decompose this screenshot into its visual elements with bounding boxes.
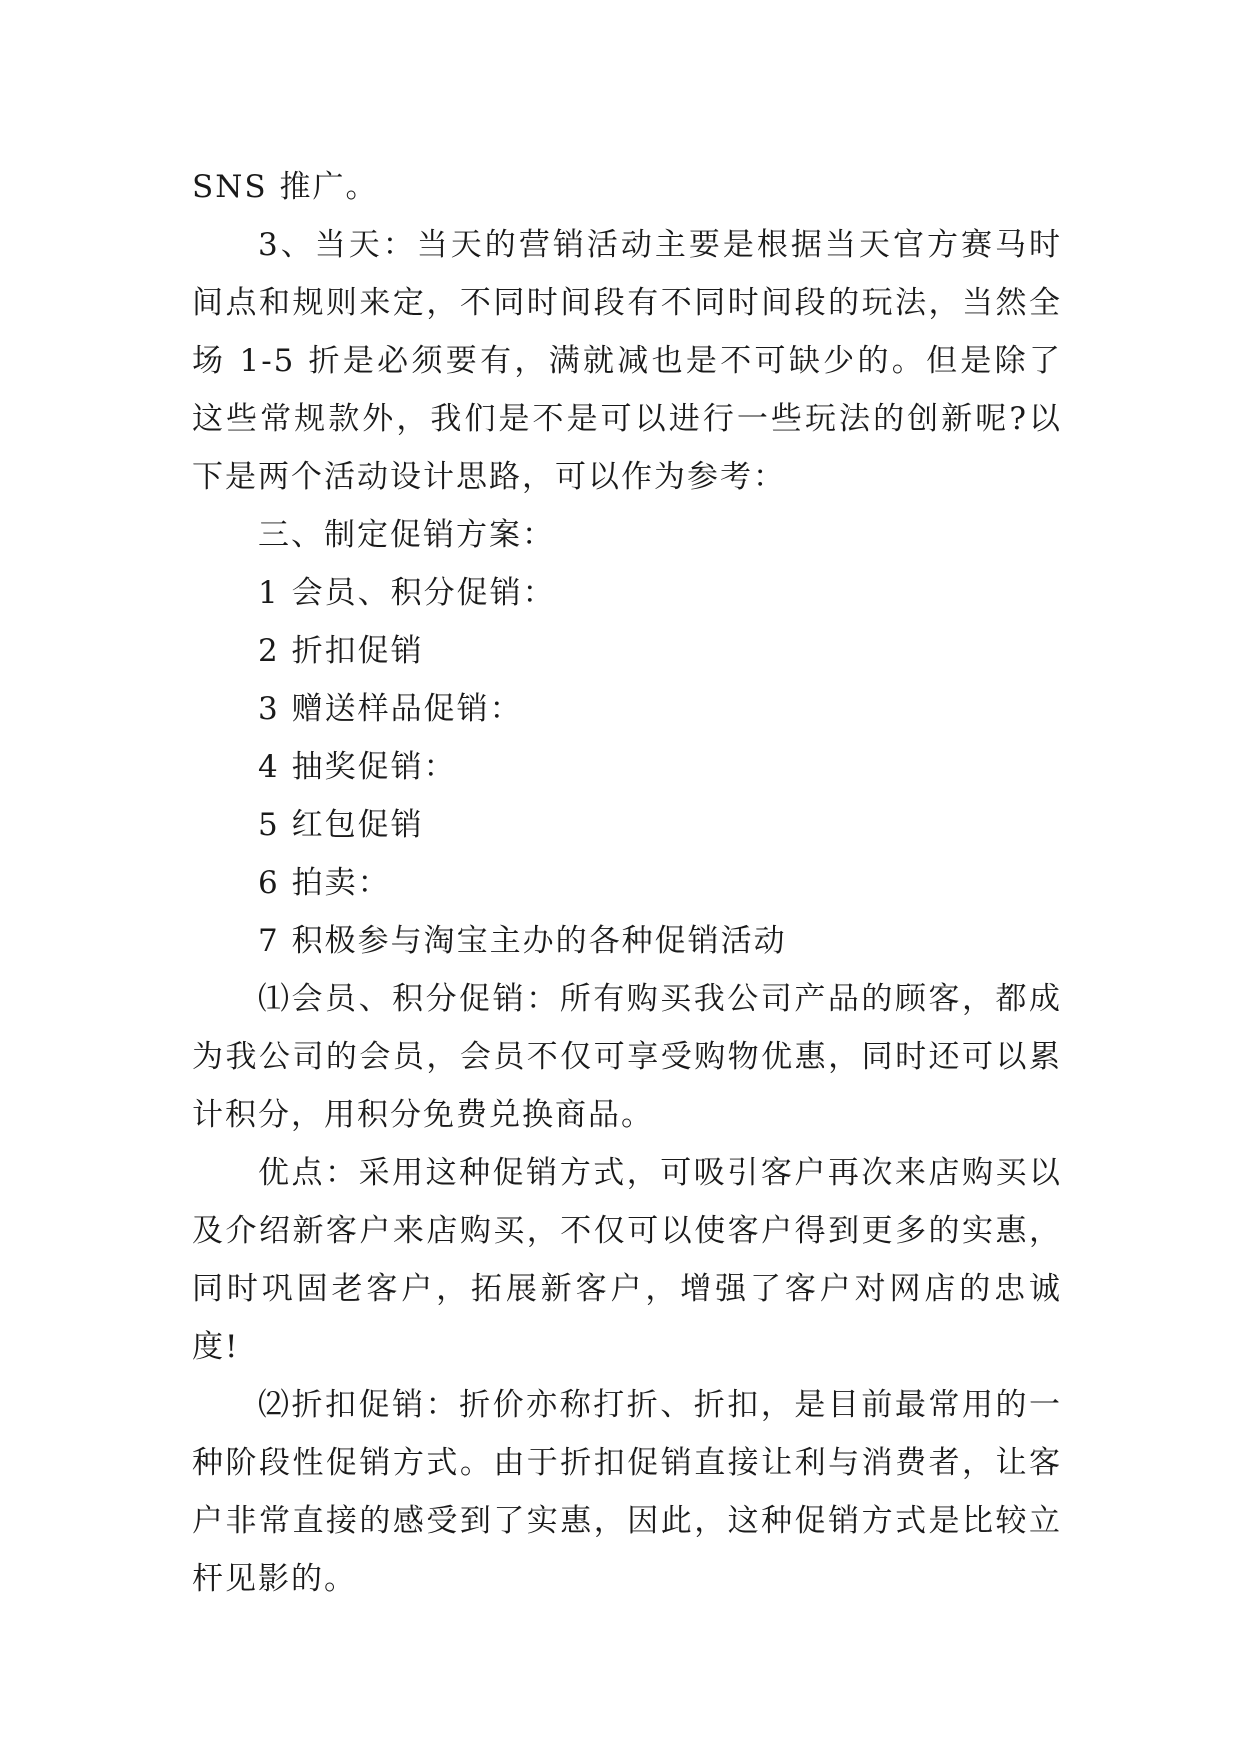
paragraph-same-day: 3、当天：当天的营销活动主要是根据当天官方赛马时间点和规则来定，不同时间段有不同时间段的玩法，当然全场 1-5 折是必须要有，满就减也是不可缺少的。但是除了这些常规款外，我们是不是可以进行一些玩法的创新呢?以下是两个活动设计思路，可以作为参考： — [192, 227, 1062, 495]
list-item: 4 抽奖促销： — [258, 749, 457, 785]
list-item: 2 折扣促销 — [258, 633, 424, 669]
list-item: 5 红包促销 — [258, 807, 424, 843]
paragraph-discount: ⑵折扣促销：折价亦称打折、折扣，是目前最常用的一种阶段性促销方式。由于折扣促销直接让利与消费者，让客户非常直接的感受到了实惠，因此，这种促销方式是比较立杆见影的。 — [192, 1387, 1062, 1597]
paragraph-member-points: ⑴会员、积分促销：所有购买我公司产品的顾客，都成为我公司的会员，会员不仅可享受购物优惠，同时还可以累计积分，用积分免费兑换商品。 — [192, 981, 1062, 1133]
list-item: 1 会员、积分促销： — [258, 575, 556, 611]
list-item: 7 积极参与淘宝主办的各种促销活动 — [258, 923, 787, 959]
list-item: 3 赠送样品促销： — [258, 691, 523, 727]
document-body — [192, 158, 1062, 1608]
list-item: 6 拍卖： — [258, 865, 391, 901]
section-heading-promotion-plan: 三、制定促销方案： — [258, 517, 555, 553]
paragraph-sns-promotion: SNS 推广。 — [192, 169, 379, 205]
paragraph-advantages: 优点：采用这种促销方式，可吸引客户再次来店购买以及介绍新客户来店购买，不仅可以使客户得到更多的实惠，同时巩固老客户，拓展新客户，增强了客户对网店的忠诚度! — [192, 1155, 1062, 1365]
